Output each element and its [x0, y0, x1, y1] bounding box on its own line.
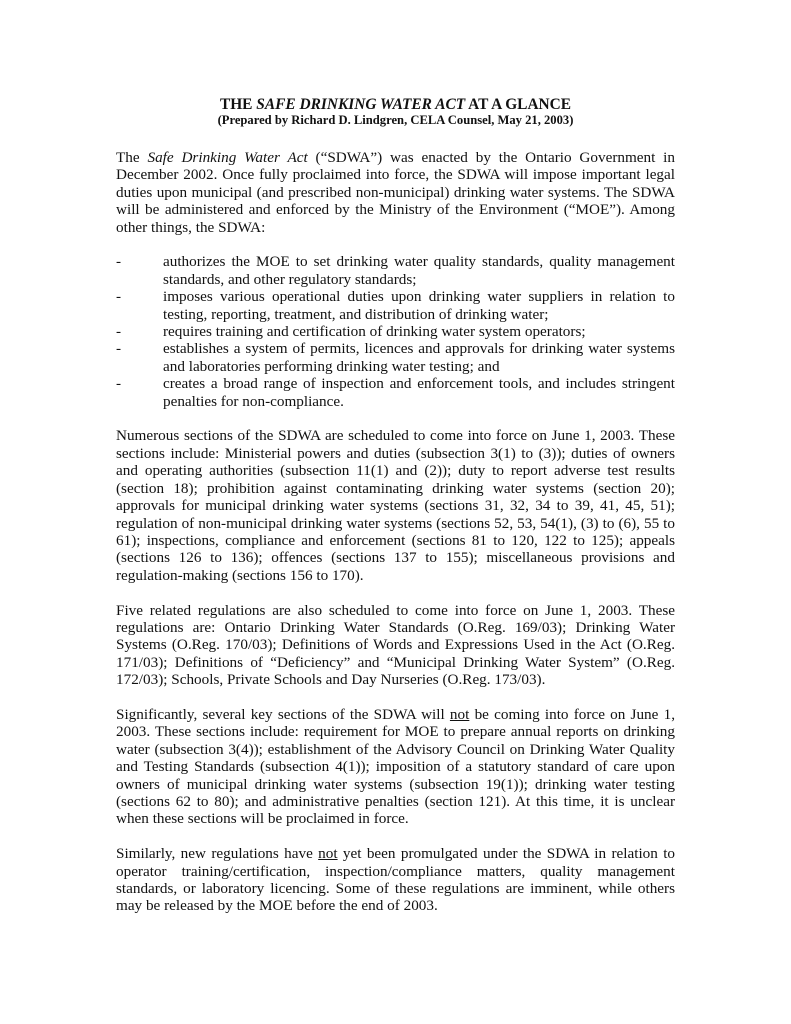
title-prefix: THE — [219, 96, 257, 113]
document-subtitle: (Prepared by Richard D. Lindgren, CELA Counsel, May 21, 2003) — [217, 113, 574, 127]
intro-text-start: The — [116, 149, 148, 166]
document-title — [116, 96, 675, 113]
related-regulations-paragraph: Five related regulations are also scheduled to come into force on June 1, 2003. These regulations are: Ontario Drinking Water Standards (O.Reg. 169/03); Drinking Water Systems (O.Reg. 170/03); Definitions of Words and Expressions Used in the Act (O.Reg. 171/03); Definitions of “Deficiency” and “Municipal Drinking Water System” (O.Reg. 172/03); Schools, Private Schools and Day Nurseries (O.Reg. 173/03). — [116, 601, 675, 689]
list-item-text: authorizes the MOE to set drinking water quality standards, quality management standards, and other regulatory standards; — [163, 253, 675, 288]
list-item-text: requires training and certification of drinking water system operators; — [163, 323, 586, 341]
intro-act-name: Safe Drinking Water Act — [147, 149, 308, 166]
paragraph-text-start: Significantly, several key sections of the SDWA will — [116, 705, 450, 723]
list-item — [116, 288, 675, 323]
title-suffix: AT A GLANCE — [465, 96, 572, 113]
paragraph-text-rest: yet been promulgated under the SDWA in relation to operator training/certification, inspection/compliance matters, quality management standards, or laboratory licencing. Some of these regulations are imminent, while others may be released by the MOE before the end of 2003. — [116, 845, 676, 915]
sections-not-in-force-paragraph — [116, 706, 675, 828]
sdwa-powers-list — [116, 253, 675, 410]
pending-regulations-paragraph — [116, 845, 675, 915]
dash-bullet: - — [116, 288, 122, 306]
dash-bullet: - — [116, 375, 122, 393]
paragraph-text-rest: be coming into force on June 1, 2003. These sections include: requirement for MOE to prepare annual reports on drinking water (subsection 3(4)); establishment of the Advisory Council on Drinking Water Quality and Testing Standards (subsection 4(1)); imposition of a statutory standard of care upon owners of municipal drinking water systems (subsection 19(1)); drinking water testing (sections 62 to 80); and administrative penalties (section 121). At this time, it is unclear when these sections will be proclaimed in force. — [116, 705, 676, 828]
underlined-not: not — [318, 845, 338, 863]
title-act-name: SAFE DRINKING WATER ACT — [256, 96, 466, 113]
list-item-text: imposes various operational duties upon drinking water suppliers in relation to testing, reporting, treatment, and distribution of drinking water; — [163, 288, 675, 323]
list-item — [116, 253, 675, 288]
list-item — [116, 323, 675, 340]
dash-bullet: - — [116, 340, 122, 358]
list-item-text: establishes a system of permits, licences and approvals for drinking water systems and laboratories performing drinking water testing; and — [163, 340, 675, 375]
list-item — [116, 340, 675, 375]
list-item-text: creates a broad range of inspection and enforcement tools, and includes stringent penalties for non-compliance. — [163, 375, 675, 410]
underlined-not: not — [449, 705, 470, 723]
dash-bullet: - — [116, 323, 122, 341]
intro-text-rest: (“SDWA”) was enacted by the Ontario Government in December 2002. Once fully proclaimed into force, the SDWA will impose important legal duties upon municipal (and prescribed non-municipal) drinking water systems. The SDWA will be administered and enforced by the Ministry of the Environment (“MOE”). Among other things, the SDWA: — [116, 149, 675, 236]
document-page — [116, 96, 675, 932]
intro-paragraph — [116, 149, 675, 236]
paragraph-text-start: Similarly, new regulations have — [116, 845, 319, 863]
sections-in-force-paragraph: Numerous sections of the SDWA are scheduled to come into force on June 1, 2003. These sections include: Ministerial powers and duties (subsection 3(1) to (3)); duties of owners and operating authorities (subsection 11(1) and (2)); duty to report adverse test results (section 18); prohibition against contaminating drinking water systems (section 20); approvals for municipal drinking water systems (sections 31, 32, 34 to 39, 41, 45, 51); regulation of non-municipal drinking water systems (sections 52, 53, 54(1), (3) to (6), 55 to 61); inspections, compliance and enforcement (sections 81 to 120, 122 to 125); appeals (sections 126 to 136); offences (sections 137 to 155); miscellaneous provisions and regulation-making (sections 156 to 170). — [116, 427, 675, 584]
dash-bullet: - — [116, 253, 122, 271]
list-item — [116, 375, 675, 410]
